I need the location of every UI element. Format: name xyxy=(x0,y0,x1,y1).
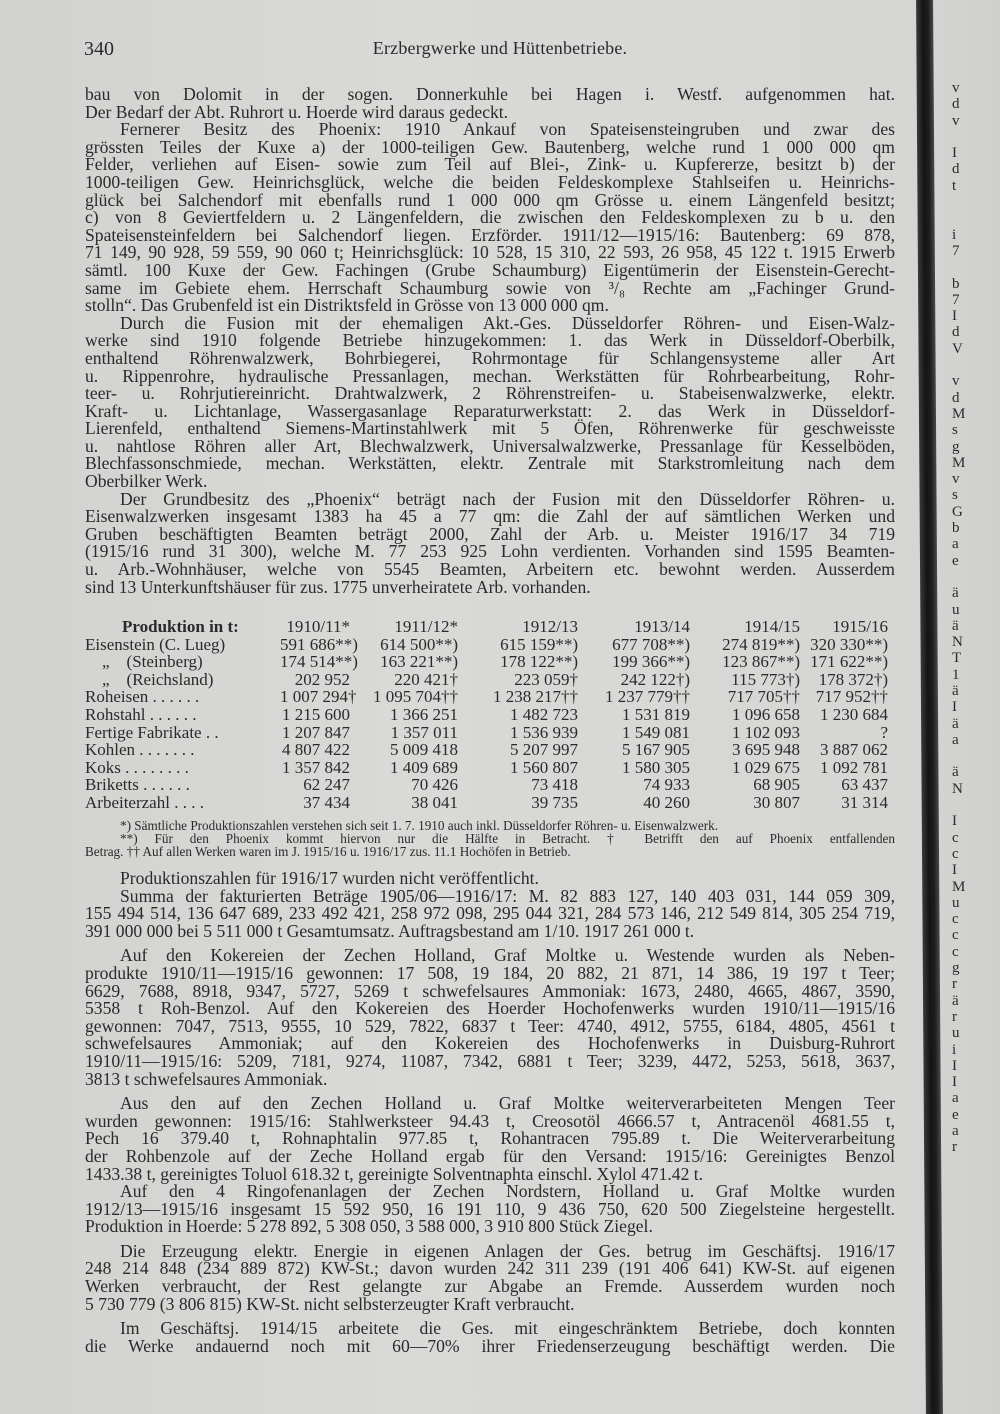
body-text-lower xyxy=(85,869,895,1354)
table-cell: 62 247 xyxy=(303,775,350,795)
text-line: die Werke andauernd noch mit 60—70% ihrer Friedenserzeugung beschäftigt werden. Die xyxy=(85,1335,895,1356)
text-line: c) von 8 Geviertfeldern u. 2 Längenfeldern, die zwischen den Feldeskomplexen zu b u. den xyxy=(85,207,895,228)
text-line: u. Arb.-Wohnhäuser, welche von 5545 Beamten, Arbeitern etc. bewohnt werden. Ausserdem xyxy=(85,559,895,580)
row-label: Roheisen . . . . . . xyxy=(85,687,200,707)
column-header: 1911/12* xyxy=(394,617,458,636)
fragment-letter: I xyxy=(952,145,957,162)
fragment-letter: a xyxy=(952,1090,959,1107)
fragment-letter: ä xyxy=(952,992,959,1009)
book-gutter-shadow xyxy=(916,0,943,1414)
table-cell: 1 560 807 xyxy=(510,757,578,777)
text-line: Pech 16 379.40 t, Rohnaphtalin 977.85 t, Rohantracen 795.89 t. Die Weiterverarbeitung xyxy=(85,1128,895,1149)
fragment-letter: M xyxy=(952,878,966,895)
row-label: Rohstahl . . . . . . xyxy=(85,704,197,724)
fragment-letter: ä xyxy=(952,682,959,699)
column-header: 1912/13 xyxy=(522,617,578,636)
table-row xyxy=(85,706,888,724)
text-line: 155 494 514, 136 647 689, 233 492 421, 258 972 098, 295 044 321, 284 573 146, 212 549 814, 305 254 719, xyxy=(85,903,895,924)
row-label: Briketts . . . . . . xyxy=(85,775,190,795)
fragment-letter xyxy=(952,129,965,145)
fragment-letter: N xyxy=(952,780,963,797)
fragment-letter: c xyxy=(952,829,959,846)
fragment-letter: ä xyxy=(952,764,959,781)
table-cell: 174 514**) xyxy=(280,652,358,672)
fragment-letter: I xyxy=(952,699,957,716)
text-line: Produktionszahlen für 1916/17 wurden nicht veröffentlicht. xyxy=(120,868,539,888)
text-line: Auf den Kokereien der Zechen Holland, Graf Moltke u. Westende wurden als Neben- xyxy=(120,945,895,966)
table-cell: 74 933 xyxy=(643,775,690,795)
table-cell: 274 819**) xyxy=(722,634,800,654)
text-line: 6629, 7688, 8918, 9347, 5727, 5269 t schwefelsaures Ammoniak: 1673, 2480, 4665, 4867, 3590, xyxy=(85,980,895,1001)
fragment-letter: c xyxy=(952,927,959,944)
fragment-letter: t xyxy=(952,177,957,194)
text-line: werke sind 1910 folgende Betriebe hinzugekommen: 1. das Werk in Düsseldorf-Oberbilk, xyxy=(85,330,895,351)
column-header: 1914/15 xyxy=(744,617,800,636)
fragment-letter: a xyxy=(952,1123,959,1139)
fragment-letter: g xyxy=(952,438,960,455)
paragraph xyxy=(85,1182,895,1235)
table-cell: 717 705†† xyxy=(727,687,800,707)
table-cell: 1 095 704†† xyxy=(373,687,458,707)
column-header: 1910/11* xyxy=(286,617,350,636)
table-row xyxy=(85,759,888,777)
text-line: Werken verbraucht, der Rest gelangte zur Abgabe an Fremde. Ausserdem wurden noch xyxy=(85,1276,895,1297)
fragment-letter: T xyxy=(952,650,962,667)
text-line: Blechfassonschmiede, mechan. Werkstätten, elektr. Zentrale mit Starkstromleitung nach dem xyxy=(85,453,895,474)
table-cell: 220 421† xyxy=(394,669,458,689)
text-line: Eisenwalzwerken insgesamt 1383 ha 45 a 77 qm: die Zahl der auf sämtlichen Werken und xyxy=(85,506,895,527)
table-cell: 1 238 217†† xyxy=(493,687,578,707)
text-line: 1910/11—1915/16: 5209, 7181, 9274, 11087, 7342, 6881 t Teer; 3239, 4472, 5253, 5618, 3637, xyxy=(85,1050,895,1071)
column-header: 1915/16 xyxy=(832,617,888,636)
fragment-letter: I xyxy=(952,1057,957,1074)
text-line: wurden gewonnen: 1915/16: Stahlwerksteer 94.43 t, Creosotöl 4666.57 t, Antracenöl 4681.55 t, xyxy=(85,1110,895,1131)
fragment-letter: ä xyxy=(952,617,959,634)
text-line: u. nahtlose Röhren aller Art, Blechwalzwerk, Universalwalzwerke, Pressanlage für Kesselböden, xyxy=(85,435,895,456)
paragraph xyxy=(85,946,895,1087)
fragment-letter: a xyxy=(952,536,959,553)
text-line: Auf den 4 Ringofenanlagen der Zechen Nordstern, Holland u. Graf Moltke wurden xyxy=(120,1181,895,1202)
text-line: glück bei Salchendorf mit ebenfalls rund 1 000 000 qm Grösse u. einem Längenfeld besitzt; xyxy=(85,189,895,210)
table-cell: ? xyxy=(880,722,888,742)
paragraph xyxy=(85,1319,895,1354)
row-label: Fertige Fabrikate . . xyxy=(85,722,219,742)
fragment-letter: e xyxy=(952,552,959,569)
fragment-letter: v xyxy=(952,112,960,129)
text-line: 1912/13—1915/16 insgesamt 15 592 950, 16 191 110, 9 436 750, 620 500 Ziegelsteine hergestellt. xyxy=(85,1198,895,1219)
table-cell: 5 167 905 xyxy=(622,740,690,760)
fragment-letter xyxy=(952,194,965,210)
fragment-letter: 7 xyxy=(952,242,960,259)
table-cell: 591 686**) xyxy=(280,634,358,654)
table-cell: 163 221**) xyxy=(380,652,458,672)
text-line: Der Grundbesitz des „Phoenix“ beträgt nach der Fusion mit den Düsseldorfer Röhren- u. xyxy=(120,488,895,509)
table-cell: 115 773†) xyxy=(731,669,800,689)
text-line: Lierenfeld, enthaltend Siemens-Martinstahlwerk mit 5 Öfen, Röhrenwerke für geschweisste xyxy=(85,418,895,439)
text-line: Kraft- u. Lichtanlage, Wassergasanlage Reparaturwerkstatt: 2. das Werk in Düsseldorf- xyxy=(85,400,895,421)
table-cell: 202 952 xyxy=(294,669,350,689)
table-cell: 1 207 847 xyxy=(282,722,350,742)
table-header-row xyxy=(85,618,888,636)
fragment-letter: V xyxy=(952,340,963,357)
text-line: Gruben beschäftigten Beamten beträgt 2000, Zahl der Arb. u. Meister 1916/17 34 719 xyxy=(85,523,895,544)
fragment-letter: ä xyxy=(952,585,959,602)
column-header: 1913/14 xyxy=(634,617,690,636)
text-line: 5358 t Roh-Benzol. Auf den Kokereien des Hoerder Hochofenwerks wurden 1910/11—1915/16 xyxy=(85,998,895,1019)
table-cell: 1 230 684 xyxy=(820,704,888,724)
text-line: bau von Dolomit in der sogen. Donnerkuhle bei Hagen i. Westf. aufgenommen hat. xyxy=(85,84,895,104)
table-row xyxy=(85,741,888,759)
table-cell: 38 041 xyxy=(411,792,458,812)
fragment-letter: M xyxy=(952,454,966,471)
text-line: Die Erzeugung elektr. Energie in eigenen Anlagen der Ges. betrug im Geschäftsj. 1916/17 xyxy=(120,1240,895,1261)
fragment-letter: r xyxy=(952,1008,957,1025)
paragraph xyxy=(85,86,895,121)
fragment-letter: 7 xyxy=(952,291,960,308)
fragment-letter: 1 xyxy=(952,666,960,683)
row-label: Kohlen . . . . . . . xyxy=(85,740,195,760)
table-row xyxy=(85,636,888,654)
table-cell: 73 418 xyxy=(531,775,578,795)
table-cell: 39 735 xyxy=(531,792,578,812)
fragment-letter: u xyxy=(952,894,960,911)
fragment-letter: d xyxy=(952,389,960,406)
fragment-letter: d xyxy=(952,161,960,178)
table-cell: 320 330**) xyxy=(810,634,888,654)
fragment-letter: e xyxy=(952,1106,959,1123)
table-cell: 5 009 418 xyxy=(390,740,458,760)
fragment-letter: s xyxy=(952,422,958,439)
fragment-letter: d xyxy=(952,324,960,341)
table-cell: 178 122**) xyxy=(500,652,578,672)
table-cell: 1 237 779†† xyxy=(605,687,690,707)
table-row xyxy=(85,724,888,742)
table-cell: 614 500**) xyxy=(380,634,458,654)
text-line: same im Gebiete ehem. Herrschaft Schaumburg sowie von ³/₈ Rechte am „Fachinger Grund- xyxy=(85,277,895,298)
fragment-letter: b xyxy=(952,520,960,537)
text-line: Spateisensteinfeldern bei Salchendorf liegen. Erzförder. 1911/12—1915/16: Bautenberg: 69 878, xyxy=(85,224,895,245)
footnote: Betrag. †† Auf allen Werken waren im J. 1915/16 u. 1916/17 zus. 11.1 Hochöfen in Betrieb. xyxy=(85,844,571,860)
fragment-letter xyxy=(952,259,965,275)
fragment-letter: I xyxy=(952,1074,957,1091)
row-label: „ (Steinberg) xyxy=(85,652,203,672)
fragment-letter: u xyxy=(952,1025,960,1042)
paragraph xyxy=(85,1242,895,1312)
footnote: **) Für den Phoenix kommt hiervon nur die Hälfte in Betracht. † Betrifft den auf Phoenix entfallenden xyxy=(120,831,895,847)
page-number: 340 xyxy=(84,38,114,60)
table-row xyxy=(85,688,888,706)
text-line: Produktion in Hoerde: 5 278 892, 5 308 050, 3 588 000, 3 910 800 Stück Ziegel. xyxy=(85,1216,653,1237)
fragment-letter: I xyxy=(952,813,957,830)
table-cell: 1 482 723 xyxy=(510,704,578,724)
fragment-letter: s xyxy=(952,487,958,504)
table-cell: 1 096 658 xyxy=(732,704,800,724)
table-cell: 1 531 819 xyxy=(622,704,690,724)
table-cell: 1 092 781 xyxy=(820,757,888,777)
text-line: Fernerer Besitz des Phoenix: 1910 Ankauf von Spateisensteingruben und zwar des xyxy=(120,119,895,140)
table-cell: 1 215 600 xyxy=(282,704,350,724)
text-line: Summa der fakturierten Beträge 1905/06—1916/17: M. 82 883 127, 140 403 031, 144 059 309, xyxy=(120,885,895,906)
table-cell: 1 102 093 xyxy=(732,722,800,742)
fragment-letter: M xyxy=(952,405,966,422)
table-cell: 1 366 251 xyxy=(390,704,458,724)
paragraph xyxy=(85,1094,895,1182)
table-cell: 1 549 081 xyxy=(622,722,690,742)
fragment-letter: I xyxy=(952,308,957,325)
text-line: 248 214 848 (234 889 872) KW-St.; davon wurden 242 311 239 (191 406 641) KW-St. auf eigenen xyxy=(85,1258,895,1279)
fragment-letter xyxy=(952,748,965,764)
table-cell: 1 007 294† xyxy=(280,687,357,707)
text-line: Durch die Fusion mit der ehemaligen Akt.-Ges. Düsseldorfer Röhren- und Eisen-Walz- xyxy=(120,312,895,333)
footnote: *) Sämtliche Produktionszahlen verstehen sich seit 1. 7. 1910 auch inkl. Düsseldorfer Röhren- u. Eisenwalzwerk. xyxy=(120,818,719,833)
table-title: Produktion in t: xyxy=(122,617,239,636)
table-cell: 31 314 xyxy=(841,792,888,812)
running-title: Erzbergwerke und Hüttenbetriebe. xyxy=(372,38,628,58)
text-line: 3813 t schwefelsaures Ammoniak. xyxy=(85,1068,328,1089)
fragment-letter: c xyxy=(952,845,959,862)
table-cell: 242 122†) xyxy=(620,669,690,689)
table-row xyxy=(85,653,888,671)
text-line: teer- u. Rohrjutiereinricht. Drahtwalzwerk, 2 Röhrenstreifen- u. Stabeisenwalzwerke, elektr. xyxy=(85,383,895,404)
text-line: Felder, verliehen auf Eisen- sowie zum Teil auf Blei-, Zink- u. Kupfererze, besitzt b) der xyxy=(85,154,895,175)
text-line: produkte 1910/11—1915/16 gewonnen: 17 508, 19 184, 20 882, 21 871, 14 386, 19 197 t Teer; xyxy=(85,962,895,983)
table-cell: 63 437 xyxy=(841,775,888,795)
row-label: „ (Reichsland) xyxy=(85,669,214,689)
table-cell: 4 807 422 xyxy=(282,740,350,760)
text-line: enthaltend Röhrenwalzwerk, Bohrbiegerei, Rohrmontage für Schlangensysteme aller Art xyxy=(85,347,895,368)
table-cell: 40 260 xyxy=(643,792,690,812)
paragraph xyxy=(85,887,895,940)
fragment-letter xyxy=(952,357,965,373)
table-cell: 37 434 xyxy=(303,792,350,812)
production-table xyxy=(85,618,888,812)
fragment-letter: I xyxy=(952,862,957,879)
table-cell: 5 207 997 xyxy=(510,740,578,760)
table-cell: 1 029 675 xyxy=(732,757,800,777)
fragment-letter: u xyxy=(952,601,960,618)
table-cell: 717 952†† xyxy=(815,687,888,707)
text-line: 1000-teiligen Gew. Heinrichsglück, welche die beiden Feldeskomplexe Stahlseifen u. Heinrichs- xyxy=(85,171,895,192)
fragment-letter xyxy=(952,797,965,813)
fragment-letter: G xyxy=(952,503,963,520)
row-label: Koks . . . . . . . . xyxy=(85,757,189,777)
fragment-letter: r xyxy=(952,976,957,993)
text-line: der Rohbenzole auf der Zeche Holland ergab für den Versand: 1915/16: Gereinigtes Benzol xyxy=(85,1145,895,1166)
text-line: sämtl. 100 Kuxe der Gew. Fachingen (Grube Schaumburg) Eigentümerin der Eisenstein-Gerecht- xyxy=(85,259,895,280)
fragment-letter: b xyxy=(952,275,960,292)
text-line: gewonnen: 7047, 7513, 9555, 10 529, 7822, 6837 t Teer: 4740, 4912, 5755, 6184, 4805, 4561 t xyxy=(85,1015,895,1036)
table-cell: 171 622**) xyxy=(810,652,888,672)
fragment-letter: v xyxy=(952,373,960,390)
text-line: Oberbilker Werk. xyxy=(85,471,208,492)
text-line: schwefelsaures Ammoniak; auf den Kokereien des Hochofenwerks in Duisburg-Ruhrort xyxy=(85,1033,895,1054)
row-label: Arbeiterzahl . . . . xyxy=(85,792,204,812)
text-line: 71 149, 90 928, 59 559, 90 060 t; Heinrichsglück: 10 528, 15 310, 22 593, 26 958, 45 122 t. 1915 Erwerb xyxy=(85,242,895,263)
text-line: sind 13 Unterkunftshäuser für zus. 1775 unverheiratete Arb. vorhanden. xyxy=(85,576,591,597)
table-cell: 223 059† xyxy=(514,669,578,689)
table-cell: 123 867**) xyxy=(722,652,800,672)
text-line: u. Rippenrohre, hydraulische Pressanlagen, mechan. Werkstätten für Rohrbearbeitung, Rohr- xyxy=(85,365,895,386)
table-cell: 1 580 305 xyxy=(622,757,690,777)
fragment-letter: d xyxy=(952,96,960,113)
paragraph xyxy=(85,869,895,887)
table-cell: 199 366**) xyxy=(612,652,690,672)
fragment-letter: N xyxy=(952,634,963,651)
table-cell: 1 536 939 xyxy=(510,722,578,742)
fragment-letter: i xyxy=(952,1041,957,1058)
table-cell: 3 887 062 xyxy=(820,740,888,760)
table-row xyxy=(85,776,888,794)
fragment-letter: g xyxy=(952,960,960,977)
table-cell: 1 409 689 xyxy=(390,757,458,777)
table-cell: 677 708**) xyxy=(612,634,690,654)
table-cell: 1 357 011 xyxy=(390,722,458,742)
table-footnotes xyxy=(85,818,895,858)
text-line: Der Bedarf der Abt. Ruhrort u. Hoerde wird daraus gedeckt. xyxy=(85,101,509,122)
table-cell: 1 357 842 xyxy=(282,757,350,777)
table-row xyxy=(85,794,888,812)
fragment-letter: r xyxy=(952,1139,957,1156)
fragment-letter: a xyxy=(952,731,959,748)
row-label: Eisenstein (C. Lueg) xyxy=(85,634,226,654)
adjacent-page-fragment xyxy=(952,80,965,1156)
text-line: Aus den auf den Zechen Holland u. Graf Moltke weiterverarbeiteten Mengen Teer xyxy=(120,1093,895,1114)
text-line: stolln“. Das Grubenfeld ist ein Distriktsfeld in Grösse von 13 000 000 qm. xyxy=(85,295,609,316)
table-cell: 3 695 948 xyxy=(732,740,800,760)
text-line: 5 730 779 (3 806 815) KW-St. nicht selbsterzeugter Kraft verbraucht. xyxy=(85,1293,575,1314)
table-cell: 70 426 xyxy=(411,775,458,795)
fragment-letter xyxy=(952,569,965,585)
fragment-letter: c xyxy=(952,911,959,928)
text-line: 1433.38 t, gereinigtes Toluol 618.32 t, gereinigte Solventnaphta einschl. Xylol 471.42 t. xyxy=(85,1163,704,1184)
body-text-upper xyxy=(85,86,895,596)
table-cell: 178 372†) xyxy=(818,669,888,689)
fragment-letter: v xyxy=(952,80,960,96)
fragment-letter: c xyxy=(952,943,959,960)
fragment-letter: ä xyxy=(952,715,959,732)
paragraph xyxy=(85,121,895,315)
text-line: (1915/16 rund 31 300), welche M. 77 253 925 Lohn verdienten. Vorhanden sind 1595 Beamten- xyxy=(85,541,895,562)
fragment-letter: v xyxy=(952,471,960,488)
paragraph xyxy=(85,312,895,492)
text-line: grössten Teiles der Kuxe a) der 1000-teiligen Gew. Bautenberg, welche rund 1 000 000 qm xyxy=(85,136,895,157)
fragment-letter: i xyxy=(952,226,957,243)
table-cell: 30 807 xyxy=(753,792,800,812)
text-line: 391 000 000 bei 5 511 000 t Gesamtumsatz. Auftragsbestand am 1/10. 1917 261 000 t. xyxy=(85,920,695,941)
table-cell: 615 159**) xyxy=(500,634,578,654)
table-cell: 68 905 xyxy=(753,775,800,795)
fragment-letter xyxy=(952,210,965,226)
text-line: Im Geschäftsj. 1914/15 arbeitete die Ges. mit eingeschränktem Betriebe, doch konnten xyxy=(120,1318,895,1339)
paragraph xyxy=(85,488,895,597)
table-row xyxy=(85,671,888,689)
